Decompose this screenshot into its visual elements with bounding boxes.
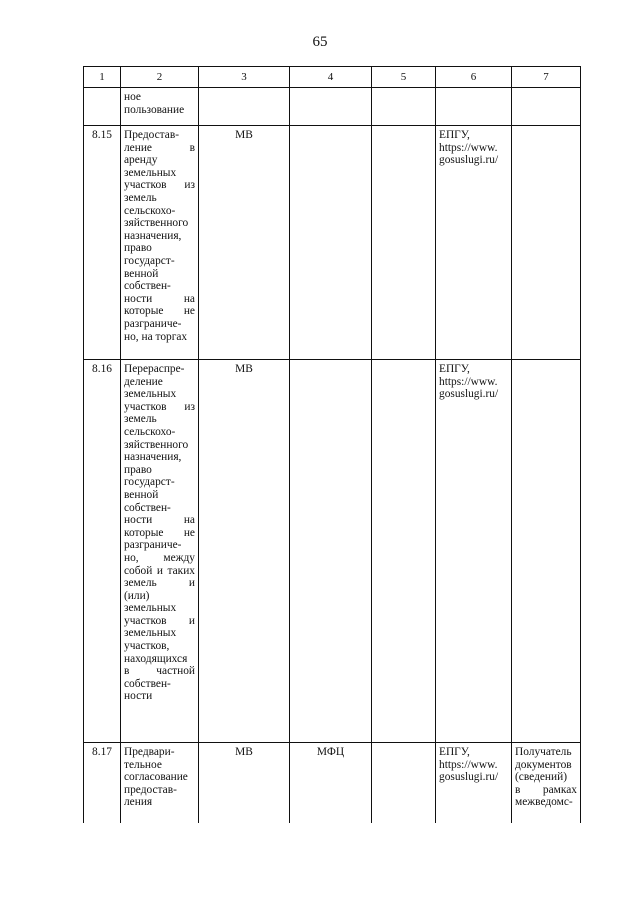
service-name-line: ности <box>124 690 153 703</box>
service-name-line: собствен- <box>124 280 171 293</box>
service-name-line: ление в <box>124 141 195 154</box>
service-name-line: зяйственного <box>124 217 189 230</box>
service-name-line: участков, <box>124 640 170 653</box>
portal-line: ЕПГУ, <box>439 129 470 141</box>
portal-line: gosuslugi.ru/ <box>439 154 499 167</box>
service-name-line: назначения, <box>124 451 182 464</box>
service-name-line: земельных <box>124 602 177 615</box>
col-7-cell <box>512 360 581 743</box>
col-4-cell <box>290 126 372 360</box>
table-row <box>84 360 581 743</box>
service-name-line: ности на <box>124 292 195 305</box>
col-7-line: Получатель <box>515 746 572 758</box>
header-col-6: 6 <box>436 67 512 88</box>
col-4-cell <box>290 88 372 126</box>
service-name-line: аренду <box>124 154 158 167</box>
service-name-line: пользование <box>124 103 185 116</box>
col-7-cell <box>512 743 581 823</box>
service-name-line: земель <box>124 191 157 204</box>
service-name-line: земельных <box>124 166 177 179</box>
row-number: 8.16 <box>84 360 121 743</box>
portal-cell <box>436 126 512 360</box>
row-number <box>84 88 121 126</box>
header-col-7: 7 <box>512 67 581 88</box>
header-col-2: 2 <box>121 67 199 88</box>
service-name-line: венной <box>124 488 159 501</box>
col-3-cell: МВ <box>199 360 290 743</box>
header-col-5: 5 <box>372 67 436 88</box>
table-row <box>84 88 581 126</box>
service-name-line: земельных <box>124 388 177 401</box>
service-name-line: собой и таких <box>124 564 195 577</box>
portal-cell <box>436 88 512 126</box>
services-table <box>83 66 581 823</box>
service-name-cell <box>121 126 199 360</box>
service-name-cell <box>121 88 199 126</box>
service-name-line: земель и <box>124 577 195 590</box>
service-name-line: участков и <box>124 614 195 627</box>
service-name-line: земельных <box>124 627 177 640</box>
service-name-line: деление <box>124 375 163 388</box>
table-row <box>84 126 581 360</box>
col-3-cell: МВ <box>199 743 290 823</box>
page-number: 65 <box>312 34 328 50</box>
portal-line: ЕПГУ, <box>439 746 470 758</box>
service-name-line: Предвари- <box>124 746 175 758</box>
service-name-cell <box>121 743 199 823</box>
service-name-line: разграниче- <box>124 539 182 552</box>
service-name-line: которые не <box>124 305 195 318</box>
service-name-line: право <box>124 463 152 476</box>
service-name-line: право <box>124 242 152 255</box>
portal-line: https://www. <box>439 375 498 388</box>
service-name-line: в частной <box>124 665 195 678</box>
service-name-line: но, между <box>124 551 195 564</box>
header-row <box>84 67 581 88</box>
header-col-1: 1 <box>84 67 121 88</box>
col-5-cell <box>372 88 436 126</box>
portal-line: gosuslugi.ru/ <box>439 771 499 784</box>
portal-line: gosuslugi.ru/ <box>439 388 499 401</box>
service-name-line: но, на торгах <box>124 330 188 343</box>
service-name-line: земель <box>124 413 157 426</box>
service-name-line: ное <box>124 91 141 103</box>
service-name-line: сельскохо- <box>124 204 176 217</box>
service-name-line: находящихся <box>124 652 188 665</box>
service-name-line: венной <box>124 267 159 280</box>
service-name-line: назначения, <box>124 229 182 242</box>
service-name-line: собствен- <box>124 501 171 514</box>
col-3-cell <box>199 88 290 126</box>
col-4-cell <box>290 360 372 743</box>
portal-line: https://www. <box>439 758 498 771</box>
service-name-line: ления <box>124 796 153 809</box>
service-name-line: согласование <box>124 771 188 784</box>
service-name-line: государст- <box>124 476 175 489</box>
portal-line: https://www. <box>439 141 498 154</box>
row-number: 8.15 <box>84 126 121 360</box>
table-row <box>84 743 581 823</box>
service-name-line: собствен- <box>124 677 171 690</box>
col-7-cell <box>512 88 581 126</box>
service-name-line: сельскохо- <box>124 425 176 438</box>
col-7-line: документов <box>515 758 572 771</box>
header-col-4: 4 <box>290 67 372 88</box>
service-name-line: которые не <box>124 526 195 539</box>
service-name-line: государст- <box>124 254 175 267</box>
col-7-line: в рамках <box>515 783 577 796</box>
col-5-cell <box>372 743 436 823</box>
service-name-line: Перераспре- <box>124 363 185 375</box>
col-7-line: (сведений) <box>515 771 567 784</box>
portal-cell <box>436 360 512 743</box>
col-5-cell <box>372 126 436 360</box>
service-name-line: предостав- <box>124 783 177 796</box>
portal-line: ЕПГУ, <box>439 363 470 375</box>
col-4-cell: МФЦ <box>290 743 372 823</box>
service-name-line: разграниче- <box>124 317 182 330</box>
col-3-cell: МВ <box>199 126 290 360</box>
service-name-line: (или) <box>124 589 150 602</box>
service-name-line: тельное <box>124 758 162 771</box>
header-col-3: 3 <box>199 67 290 88</box>
service-name-line: Предостав- <box>124 129 180 141</box>
service-name-line: участков из <box>124 400 195 413</box>
portal-cell <box>436 743 512 823</box>
service-name-line: участков из <box>124 179 195 192</box>
col-7-cell <box>512 126 581 360</box>
service-name-cell <box>121 360 199 743</box>
row-number: 8.17 <box>84 743 121 823</box>
col-5-cell <box>372 360 436 743</box>
service-name-line: ности на <box>124 514 195 527</box>
service-name-line: зяйственного <box>124 438 189 451</box>
col-7-line: межведомс- <box>515 796 573 809</box>
